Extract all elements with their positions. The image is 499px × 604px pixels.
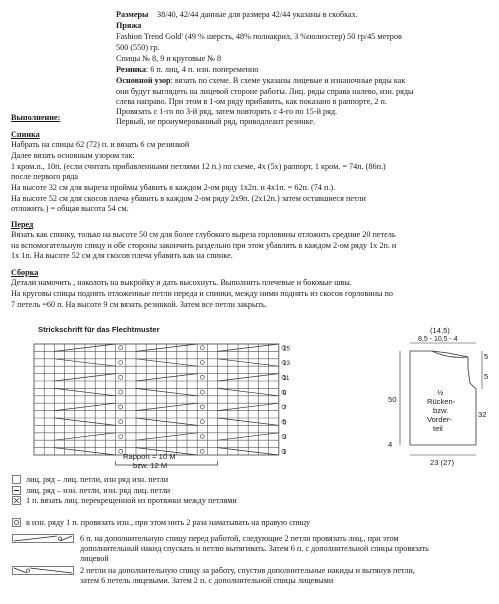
legend-item: лицевой bbox=[80, 554, 109, 563]
needles-line: Спицы № 8, 9 и круговые № 8 bbox=[116, 54, 222, 63]
schema-piece-label: ½ bbox=[437, 388, 444, 397]
back-line: Набрать на спицы 62 (72) п. и вязать 6 см резинкой bbox=[11, 140, 190, 149]
pattern-text: : вязать по схеме. В схеме указаны лицевые и изнаночные ряды как bbox=[170, 76, 406, 85]
execution-label: Выполнение: bbox=[11, 113, 61, 122]
pattern-line-5: Первый, не проиумерованный ряд, приводлеант резинке. bbox=[116, 117, 316, 126]
assembly-title: Сборка bbox=[11, 268, 39, 277]
rapport-label: Rapport = 10 M bbox=[123, 452, 176, 461]
pattern-line-4: Провязать с 1-го по 3-й ряд, затем повторять с 4-го по 15-й ряд. bbox=[116, 107, 338, 116]
blank-cell-icon bbox=[12, 475, 21, 484]
schema-side-5: 5 bbox=[484, 352, 489, 361]
front-line: 1х 1п. На высоте 52 см для скосов плеча убавить как на спинке. bbox=[11, 251, 233, 260]
back-line: после первого ряда bbox=[11, 172, 79, 181]
legend-item: 2 петли на дополнительную спицу за работу, спустив дополнительные накиды и вытянув петли, bbox=[80, 566, 415, 575]
schema-piece-label: Vorder- bbox=[427, 415, 452, 424]
legend-item: лиц. ряд – изн. петли, изн. ряд лиц. петли bbox=[26, 486, 171, 495]
pattern-label: Основной узор bbox=[116, 76, 171, 85]
back-line: На высоте 52 см для скосов плеча убавить в каждом 2-ом ряду 2х9п. (2х12п.) затем оставшиеся петли bbox=[11, 194, 366, 203]
back-line: 1 кром.п., 10п. (если считать прибавленными петлями 12 п.) по схеме, 4х (5х) раппорт, 1 кром. = 74п. (86п.) bbox=[11, 162, 386, 171]
yarn-line-1: Fashion Trend Gold' (49 % шерсть, 48% полиакрил, 3 %полиэстер) 50 гр/45 метров bbox=[116, 32, 402, 41]
cable-right-icon bbox=[12, 534, 74, 543]
schema-piece-label: teil bbox=[433, 424, 443, 433]
cable-left-icon bbox=[12, 566, 74, 575]
schema-height: 50 bbox=[388, 395, 397, 404]
assembly-line: На круговы спицы поднять отложенные петли переда и спинки, между ними поднять из скосов горловины по bbox=[11, 289, 393, 298]
yarn-line-2: 500 (550) гр. bbox=[116, 43, 160, 52]
legend-item: дополнительный накид спускать и петлю вытягивать. Затем 6 п. с дополнительной спицы провязать bbox=[80, 544, 429, 553]
pattern-line-1 bbox=[116, 76, 405, 86]
row-number: 5 bbox=[282, 419, 287, 427]
rib-label: Резинка bbox=[116, 65, 146, 74]
pattern-line-3: слева направо. При этом в 1-ом ряду прибавить, как показано в раппорте, 2 п. bbox=[116, 97, 387, 106]
legend-item: лиц. ряд – лиц. петли, изн ряд изн. петли bbox=[26, 475, 169, 484]
schema-top-label: (14,5) bbox=[430, 326, 450, 335]
pattern-line-2: они будут выглядеть на лицевой стороне работы. Лиц. ряды справа налево, изн. ряды bbox=[116, 87, 414, 96]
back-line: отложить ) = общая высота 54 см. bbox=[11, 204, 129, 213]
schema-side-5b: 5 bbox=[484, 372, 489, 381]
legend-item: в изн. ряду 1 п. провязать изн., при этом нить 2 раза наматывать на правую спицу bbox=[26, 518, 311, 527]
knitting-chart bbox=[12, 330, 302, 472]
row-number: 11 bbox=[282, 375, 290, 382]
front-line: на вспомогательную спицу и обе стороны закончить раздельно при этом убавлять в каждом 2-ом ряду 1х 2п. и bbox=[11, 241, 397, 250]
front-line: Вязать как спинку, только на высоте 50 см для более глубокого выреза горловины отложить средние 20 петель bbox=[11, 230, 396, 239]
schema-piece-label: Rücken- bbox=[427, 397, 456, 406]
legend-item: 6 п. на дополнительную спицу перед работой, следующие 2 петли провязать лиц., при этом bbox=[80, 534, 399, 543]
row-number: 7 bbox=[282, 404, 287, 412]
legend-item: затем 6 петель лицевыми. Затем 2 п. с дополнительной спицы лицевыми bbox=[80, 576, 334, 585]
row-number: 15 bbox=[282, 345, 291, 353]
row-number: 3 bbox=[282, 434, 287, 442]
rib-text: : 6 п. лиц, 4 п. изн. попеременно bbox=[145, 65, 259, 74]
rapport-sub: bzw. 12 M bbox=[133, 461, 168, 470]
row-number: 13 bbox=[282, 360, 291, 368]
schema-top-dims: 8,5 - 10,5 - 4 bbox=[418, 336, 458, 343]
sizes-text: 38/40, 42/44 данные для размера 42/44 указаны в скобках. bbox=[157, 10, 358, 19]
schema-bottom: 23 (27) bbox=[430, 458, 455, 467]
assembly-line: 7 петель =60 п. На высоте 9 см вязать резинкой. Затем все петли закрыть. bbox=[11, 300, 267, 309]
dash-cell-icon bbox=[12, 486, 21, 495]
back-line: Далее вязать основным узором так: bbox=[11, 151, 135, 160]
schema-height-b: 32 bbox=[478, 410, 487, 419]
row-number: 1 bbox=[282, 449, 287, 456]
front-title: Перед bbox=[11, 220, 34, 229]
wrap-cell-icon bbox=[12, 518, 21, 527]
yarn-label: Пряжа bbox=[116, 21, 142, 30]
assembly-line: Детали намочить , наколоть на выкройку и дать высохнуть. Выполнить плечевые и боковые швы. bbox=[11, 278, 352, 287]
schema-height-c: 4 bbox=[388, 440, 393, 449]
back-line: На высоте 32 см для выреза проймы убавить в каждом 2-ом ряду 1х2п. и 4х1п. = 62п. (74 п.). bbox=[11, 183, 336, 192]
back-title: Спинка bbox=[11, 130, 40, 139]
sizes-label: Размеры bbox=[116, 10, 149, 19]
schema-piece-label: bzw. bbox=[433, 406, 449, 415]
legend-item: 1 п. вязать лиц. перекрещенной из протяжки между петлями bbox=[26, 496, 237, 505]
chart-title: Strickschrift für das Flechtmuster bbox=[38, 325, 160, 334]
rib-line bbox=[116, 65, 258, 75]
row-number: 9 bbox=[282, 389, 287, 397]
twisted-cell-icon bbox=[12, 496, 21, 505]
